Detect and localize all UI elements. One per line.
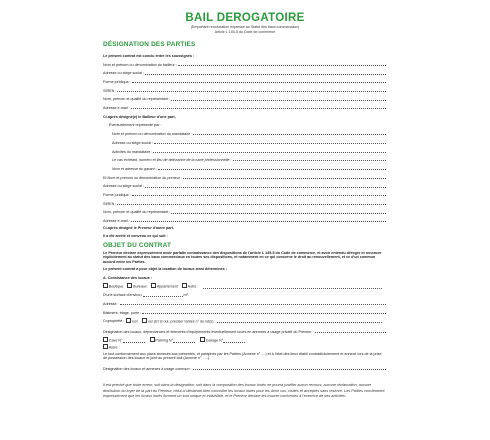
option-garage[interactable]: Garage N° — [200, 337, 223, 343]
garage-checkbox[interactable] — [200, 337, 205, 342]
boutique-checkbox[interactable] — [103, 283, 108, 288]
option-copro-non[interactable]: non — [126, 318, 138, 324]
renonciation-paragraph: Le Preneur déclare expressément avoir parfaite connaissance des dispositions de l'article L 145-5 du Code de commerce, et avoir entendu déroger et renoncer explicitement au statut des baux commerciaux en toutes ses dispositions, et notamment en ce qui concerne le droit au renouvellement, et ce d'un commun accord entre les Parties. — [103, 250, 382, 264]
field-usage-commun[interactable]: Désignation des locaux et annexes à usage commun : — [103, 362, 386, 371]
section-heading-objet: OBJET DU CONTRAT — [103, 242, 172, 250]
field-bailleur-siren[interactable]: SIREN : — [103, 84, 386, 93]
objet-statement: Le présent contrat a pour objet la location de locaux ainsi déterminés : — [103, 267, 227, 272]
bureaux-checkbox[interactable] — [127, 283, 132, 288]
local-type-options — [103, 280, 386, 289]
parking-number-field[interactable] — [173, 341, 195, 343]
field-preneur-nom[interactable]: Et Nom et prénom ou dénomination du preneur : — [103, 171, 386, 180]
field-bailleur-representant[interactable]: Nom, prénom et qualité du représentant : — [103, 93, 386, 102]
field-bailleur-adresse[interactable]: Adresse ou siège social : — [103, 67, 386, 76]
copro-oui-checkbox[interactable] — [142, 318, 147, 323]
field-garant[interactable]: Nom et adresse du garant : — [103, 162, 386, 171]
mandataire-intro: Éventuellement représenté par : — [109, 123, 162, 128]
copropriete-row — [103, 315, 386, 324]
option-copro-oui[interactable]: oui (Et si oui, préciser tantes n° de lot(s) : — [142, 318, 215, 324]
section-heading-parties: DÉSIGNATION DES PARTIES — [103, 41, 196, 48]
surface-unit: m². — [183, 293, 189, 298]
field-mandataire-activites[interactable]: Activités du mandataire : — [103, 145, 386, 154]
autre-checkbox[interactable] — [182, 283, 187, 288]
option-boutique[interactable]: Boutique — [103, 283, 123, 289]
option-autre[interactable]: Autre : — [182, 283, 199, 289]
cave-checkbox[interactable] — [103, 337, 108, 342]
document-body — [103, 41, 386, 400]
dependances-options — [103, 334, 386, 343]
option-dep-autre[interactable]: Autre : — [103, 344, 120, 350]
field-preneur-forme[interactable]: Forme juridique : — [103, 189, 386, 198]
field-preneur-siren[interactable]: SIREN : — [103, 197, 386, 206]
document-article-reference: Article L 145-5 du Code de commerce — [214, 29, 276, 34]
field-batiment-etage-porte[interactable]: Bâtiment, étage, porte : — [103, 306, 386, 315]
dep-autre-checkbox[interactable] — [103, 344, 108, 349]
option-cave[interactable]: Cave N° — [103, 337, 123, 343]
surface-label: D'une surface d'environ — [103, 293, 142, 298]
field-mandataire-nom[interactable]: Nom et prénom ou dénomination du mandataire : — [103, 128, 386, 137]
appartement-checkbox[interactable] — [151, 283, 156, 288]
footer-disclaimer: Il est précisé que toute erreur, soit dans la désignation, soit dans la composition des locaux loués ne pourra justifier aucun recours, aucune réclamation, aucune diminution du loyer de la part du Preneur, celui-ci déclarant bien connaître les locaux loués pour les avoir vus, visités et acceptés sans réserve. Les Parties conviennent expressément que les locaux loués forment un tout unique et indivisible, et le Preneur déclare les trouver conformes à l'exercice de ses activités. — [103, 383, 385, 399]
document-subtitle: (Emportant renonciation expresse au Statut des baux commerciaux) — [190, 25, 300, 29]
cave-number-field[interactable] — [123, 341, 145, 343]
garage-number-field[interactable] — [223, 341, 245, 343]
field-carte-professionnelle[interactable]: Le cas échéant, numéro et lieu de délivrance de la carte professionnelle : — [103, 154, 386, 163]
option-appartement[interactable]: Appartement — [151, 283, 178, 289]
field-preneur-email[interactable]: Adresse e-mail : — [103, 215, 386, 224]
field-mandataire-adresse[interactable]: Adresse ou siège social : — [103, 136, 386, 145]
copropriete-label: Copropriété : — [103, 319, 125, 324]
field-bailleur-nom[interactable]: Nom et prénom ou dénomination du bailleur : — [103, 58, 386, 67]
parking-checkbox[interactable] — [150, 337, 155, 342]
field-bailleur-forme[interactable]: Forme juridique : — [103, 76, 386, 85]
field-dependances[interactable]: Désignation des locaux, dépendances et éléments d'équipements éventuellement loués en annexes à usage privatif du Preneur : — [103, 325, 386, 334]
surface-row — [103, 289, 386, 298]
autre-type-field[interactable] — [203, 287, 383, 289]
field-preneur-adresse[interactable]: Adresse ou siège social : — [103, 180, 386, 189]
document-title: BAIL DEROGATOIRE — [185, 12, 305, 24]
preneur-designation: Ci-après désigné le Preneur d'autre part. — [103, 225, 174, 230]
option-parking[interactable]: Parking N° — [150, 337, 173, 343]
surface-field[interactable] — [143, 295, 183, 297]
parties-intro: Le présent contrat est conclu entre les soussignés : — [103, 53, 195, 58]
dependances-autre-row — [103, 343, 386, 350]
field-adresse-locaux[interactable]: Adresse : — [103, 297, 386, 306]
consistance-heading: A. Consistance des locaux : — [103, 275, 152, 280]
lots-field[interactable] — [217, 321, 382, 323]
copro-non-checkbox[interactable] — [126, 318, 131, 323]
option-bureaux[interactable]: Bureaux — [127, 283, 147, 289]
plans-paragraph: Le tout conformément aux plans annexés aux présentes, et paraphés par les Parties (Annexe n° ....) et à l'état des lieux établi contradictoirement et annexé lors de la prise de possession des locaux et joint au présent bail (Annexe n° .....). — [103, 351, 382, 361]
agreement-statement: Il a été arrêté et convenu ce qui suit : — [103, 234, 168, 239]
field-bailleur-email[interactable]: Adresse e-mail : — [103, 102, 386, 111]
field-preneur-representant[interactable]: Nom, prénom et qualité du représentant : — [103, 206, 386, 215]
bailleur-designation: Ci-après désigné(e) le Bailleur d'une part, — [103, 114, 176, 119]
